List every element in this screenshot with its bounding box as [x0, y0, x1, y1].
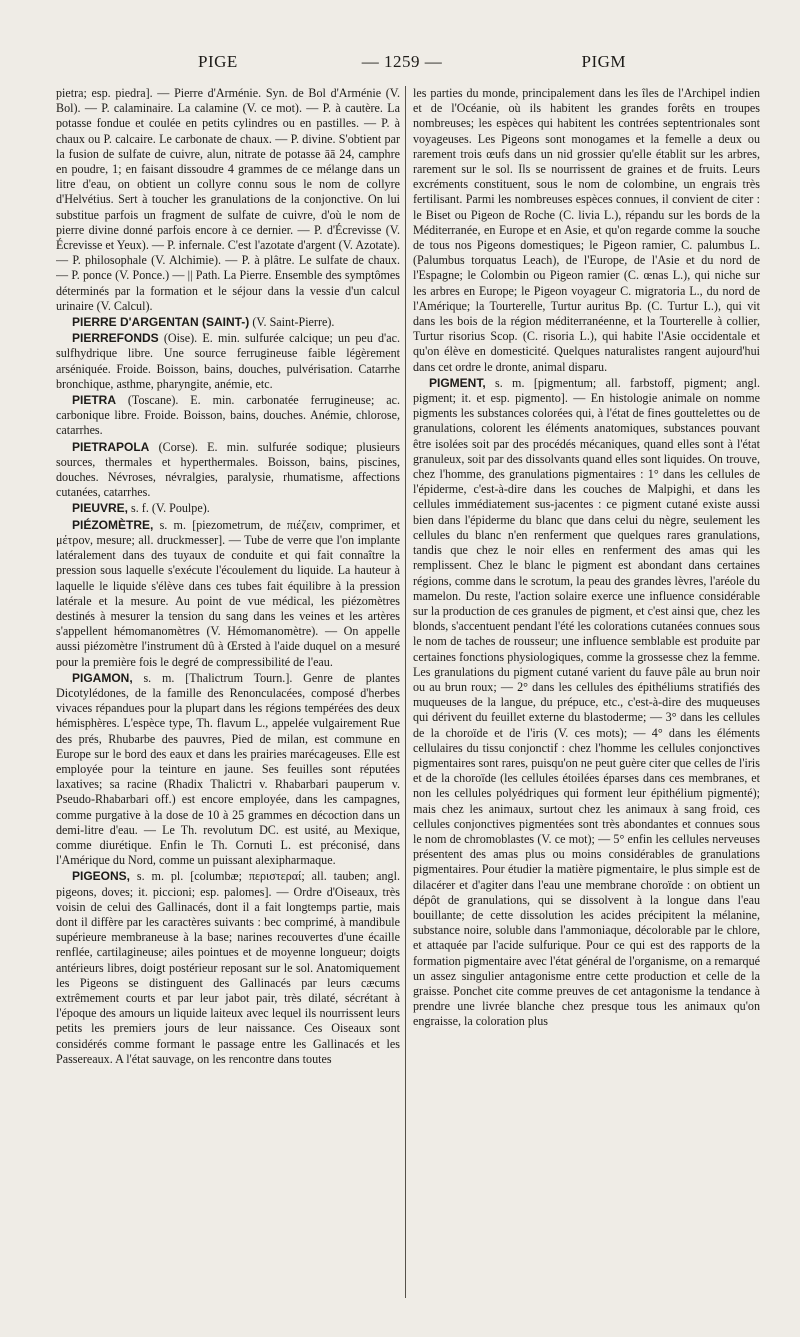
entry-pietrapola: [56, 440, 400, 501]
entry-text: s. m. pl. [columbæ; περιστεραί; all. tauben; angl. pigeons, doves; it. piccioni; esp. palomes]. — Ordre d'Oiseaux, très voisin de celui des Gallinacés, dont il a fait longtemps partie, mais dont il diffère par les caractères suivants : bec comprimé, à mandibule supérieure membraneuse à la base; narines recouvertes d'une écaille renflée, cartilagineuse; ailes pointues et de moyenne longueur; doigts antérieurs libres, doigt postérieur reposant sur le sol. Anatomiquement les Pigeons se distinguent des Gallinacés par leurs cæcums extrêmement courts et par leur jabot pair, très dilaté, sécrétant à l'époque des amours un liquide laiteux avec lequel ils nourrissent leurs petits les premiers jours de leur naissance. Ces Oiseaux sont considérés comme formant le passage entre les Gallinacés et les Passereaux. A l'état sauvage, on les rencontre dans toutes: [56, 869, 400, 1066]
entry-text: (Oise). E. min. sulfurée calcique; un peu d'ac. sulfhydrique libre. Une source ferrugineuse faible légèrement arséniquée. Froide. Boisson, bains, douches, pulvérisation. Catarrhe bronchique, asthme, pharyngite, anémie, etc.: [56, 331, 400, 391]
entry-text: (Toscane). E. min. carbonatée ferrugineuse; ac. carbonique libre. Froide. Boisson, bains, douches. Anémie, chlorose, catarrhes.: [56, 393, 400, 438]
entry-text: les parties du monde, principalement dans les îles de l'Archipel indien et de l'Océanie, où ils habitent les grandes forêts en troupes nombreuses; les espèces qui habitent les contrées septentrionales sont voyageuses. Les Pigeons sont monogames et la femelle a deux ou rarement trois œufs dans un nid grossier qu'elle établit sur les arbres, rarement sur le sol. Ils se nourrissent de graines et de fruits. Leurs excréments constituent, sous le nom de colombine, un engrais très fertilisant. Parmi les nombreuses espèces connues, il convient de citer : le Biset ou Pigeon de Roche (C. livia L.), répandu sur les bords de la Méditerranée, en Europe et en Asie, et qu'on regarde comme la souche de tous nos Pigeons domestiques; le Pigeon ramier, C. palumbus L. (Palumbus torquatus Leach), de l'Europe, de l'Asie et du nord de l'Espagne; le Colombin ou Pigeon ramier (C. œnas L.), qui niche sur les arbres en Europe; le Pigeon voyageur C. migratoria L., du nord de l'Amérique; la Tourterelle, Turtur auritus Bp. (C. Turtur L.), qui vit dans les bois de la région méditerranéenne, et la Tourterelle à collier, Turtur risorius Scop. (C. risoria L.), qui habite l'Asie occidentale et qu'on élève en domesticité. Quelques naturalistes rangent aujourd'hui dans cet ordre le dronte, animal disparu.: [413, 86, 760, 374]
running-head-right: PIGM: [581, 52, 626, 71]
running-head-left: PIGE: [198, 52, 238, 71]
entry-pigment: [413, 376, 760, 1030]
entry-continuation: [56, 86, 400, 314]
entry-text: s. m. [piezometrum, de πιέζειν, comprimer, et μέτρον, mesure; all. druckmesser]. — Tube de verre que l'on implante latéralement dans des tuyaux de conduite et qui fait connaître la pression sous laquelle s'exécute l'écoulement du liquide. La hauteur à laquelle le liquide s'élève dans ces tubes fait équilibre à la pression latérale et la mesure. Au point de vue médical, les piézomètres destinés à mesurer la tension du sang dans les veines et les artères s'appellent hémomanomètres (V. Hémomanomètre). — On appelle aussi piézomètre l'instrument dû à Œrsted à l'aide duquel on a mesuré pour la première fois le degré de compressibilité de l'eau.: [56, 517, 400, 669]
entry-headword: PIÉZOMÈTRE,: [72, 517, 154, 532]
entry-headword: PIGEONS,: [72, 869, 131, 884]
entry-pierrefonds: [56, 331, 400, 392]
entry-piezometre: [56, 518, 400, 670]
entry-text: s. m. [pigmentum; all. farbstoff, pigment; angl. pigment; it. et esp. pigmento]. — En histologie animale on nomme pigments les substances colorées qui, à l'état de fines gouttelettes ou de granulations, colorent les éléments anatomiques, substances pouvant être isolées soit par des procédés mécaniques, quand elles sont à l'état granuleux, soit par des dissolvants quand elles sont liquides. On trouve, chez l'homme, des granulations pigmentaires : 1° dans les cellules de l'épiderme, c'est-à-dire dans les couches de Malpighi, et dans les cellules immédiatement sus-jacentes : ce pigment cutané existe aussi bien dans l'épiderme du blanc que dans celui du nègre, seulement les cellules du blanc n'en renferment que quelques rares granulations, tandis que chez le noir elles en renferment des amas qui les remplissent. Chez le blanc le pigment est abondant dans certaines régions, comme dans le scrotum, la peau des grandes lèvres, l'aréole du mamelon. Du reste, l'action solaire exerce une influence considérable sur la production de ces granules de pigment, et c'est ainsi que, chez les blonds, s'accentuent pendant l'été les colorations cutanées connues sous le nom de taches de rousseur; une influence semblable est produite par certaines fonctions physiologiques, comme la grossesse chez la femme. Les granulations du pigment cutané varient du fauve pâle au brun noir ou au brun roux; — 2° dans les cellules des épithéliums stratifiés des muqueuses de la langue, du prépuce, etc., c'est-à-dire des muqueuses qui dérivent du feuillet externe du blastoderme; — 3° dans les cellules de la choroïde et de l'iris (V. ces mots); — 4° dans les éléments cellulaires du tissu conjonctif : chez l'homme les cellules conjonctives pigmentaires sont rares, puisqu'on ne peut guère citer que celles de l'iris et de la choroïde (les cellules étoilées éparses dans ces membranes, et non les cellules polyédriques qui forment leur épithélium pigmenté); mais chez les animaux, surtout chez les animaux à sang froid, ces cellules conjonctives pigmentées sont très abondantes et connues sous le nom de chromoblastes (V. ce mot); — 5° enfin les cellules nerveuses présentent des amas plus ou moins considérables de granulations pigmentaires. Pour étudier la matière pigmentaire, le plus simple est de dilacérer et d'agiter dans l'eau une membrane choroïde : on obtient un dépôt de granulations, qui se dissolvent à la longue dans l'eau bouillante; de cette dissolution les acides précipitent la mélanine, substance noire, soluble dans l'ammoniaque, décolorable par le chlore, et attaquée par l'acide sulfurique. Pour ce qui est des rapports de la formation pigmentaire avec l'état général de l'organisme, on a remarqué un assez singulier antagonisme entre cette production et celle de la graisse. Ponchet cite comme preuves de cet antagonisme la tendance à prendre une livrée blanche chez presque tous les animaux qu'on engraisse, la coloration plus: [413, 375, 760, 1029]
entry-text: (Corse). E. min. sulfurée sodique; plusieurs sources, thermales et hyperthermales. Boisson, bains, piscines, douches. Névroses, névralgies, paralysie, rhumatisme, affections cutanées, catarrhes.: [56, 439, 400, 500]
entry-headword: PIEUVRE,: [72, 501, 129, 516]
entry-continuation: [413, 86, 760, 375]
entry-pietra: [56, 393, 400, 439]
column-divider: [405, 86, 406, 1298]
entry-pigamon: [56, 671, 400, 869]
entry-headword: PIERREFONDS: [72, 331, 159, 346]
entry-text: s. m. [Thalictrum Tourn.]. Genre de plantes Dicotylédones, de la famille des Renonculacées, composé d'herbes vivaces répandues pour la plupart dans les régions tempérées des deux hémisphères. L'espèce type, Th. flavum L., appelée vulgairement Rue des prés, Rhubarbe des pauvres, Pied de milan, est commune en Europe sur le bord des eaux et dans les prairies marécageuses. Elle est employée pour la teinture en jaune. Ses feuilles sont réputées laxatives; sa racine (Rhadix Thalictri v. Rhabarbari pauperum v. Pseudo-Rhabarbari off.) est encore employée, dans les campagnes, comme purgative à la dose de 10 à 25 grammes en décoction dans un demi-litre d'eau. — Le Th. revolutum DC. est usité, au Mexique, comme diurétique. Enfin le Th. Cornuti L. est préconisé, dans l'Amérique du Nord, comme un puissant alexipharmaque.: [56, 670, 400, 868]
entry-text: (V. Saint-Pierre).: [249, 315, 335, 330]
entry-pieuvre: [56, 501, 400, 516]
entry-pierre-d-argentan: [56, 315, 400, 330]
page-header: [58, 52, 746, 78]
entry-headword: PIETRAPOLA: [72, 439, 150, 454]
entry-headword: PIGAMON,: [72, 670, 133, 685]
entry-pigeons: [56, 869, 400, 1067]
entry-headword: PIETRA: [72, 393, 117, 408]
entry-text: s. f. (V. Poulpe).: [128, 501, 210, 516]
entry-headword: PIERRE D'ARGENTAN (SAINT-): [72, 315, 250, 330]
left-column: [56, 86, 400, 1300]
page-number: — 1259 —: [361, 52, 443, 71]
entry-headword: PIGMENT,: [429, 375, 486, 390]
right-column: [413, 86, 760, 1300]
entry-text: pietra; esp. piedra]. — Pierre d'Arménie. Syn. de Bol d'Arménie (V. Bol). — P. calaminaire. La calamine (V. ce mot). — P. à cautère. La potasse fondue et coulée en petits cylindres ou en pastilles. — P. à chaux ou P. calcaire. Le carbonate de chaux. — P. divine. S'obtient par la fusion de sulfate de cuivre, alun, nitrate de potasse āā 24, camphre en poudre, 1; en faisant dissoudre 4 grammes de ce mélange dans un litre d'eau, on obtient un collyre connu sous le nom de collyre d'Helvétius. Sert à toucher les granulations de la conjonctive. On lui substitue parfois un fragment de sulfate de cuivre, d'où le nom de pierre divine donné parfois encore à ce dernier. — P. d'Écrevisse (V. Écrevisse et Yeux). — P. infernale. C'est l'azotate d'argent (V. Azotate). — P. philosophale (V. Alchimie). — P. à plâtre. Le sulfate de chaux. — P. ponce (V. Ponce.) — || Path. La Pierre. Ensemble des symptômes déterminés par la formation et le séjour dans la vessie d'un calcul urinaire (V. Calcul).: [56, 86, 400, 313]
